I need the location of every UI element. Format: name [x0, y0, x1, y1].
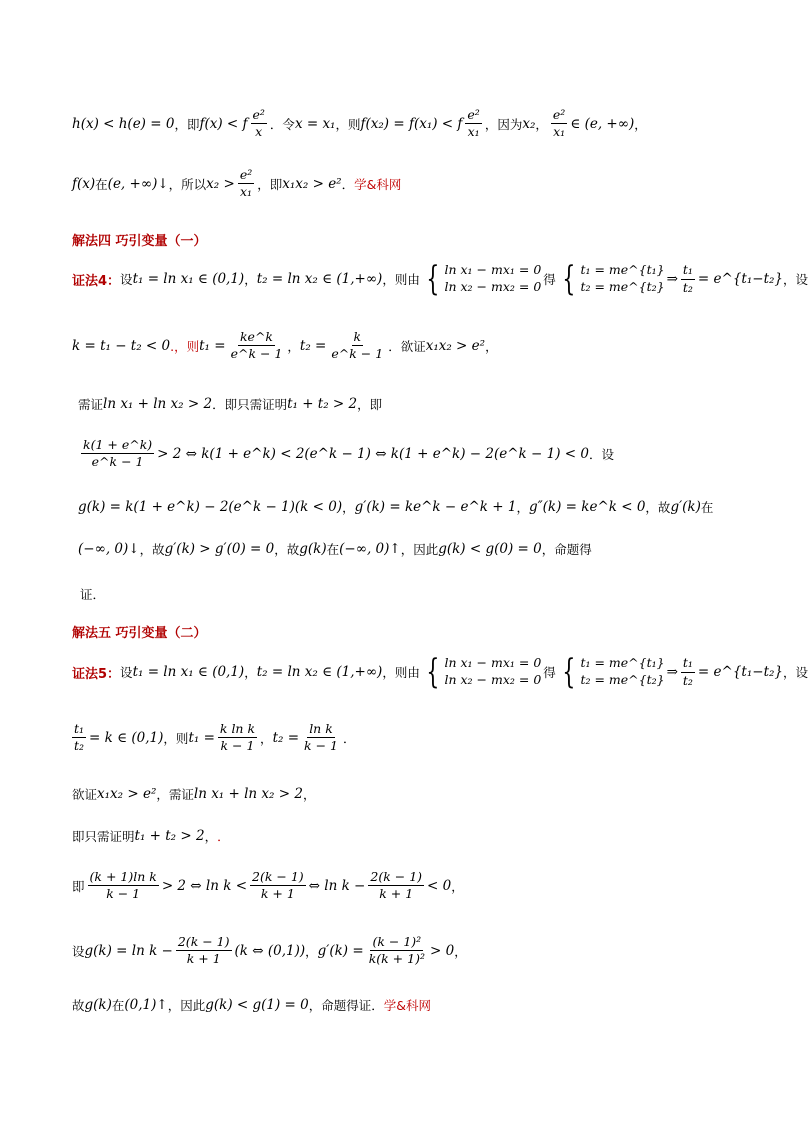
fraction — [681, 263, 695, 295]
math-expr: g″(k) = ke^k < 0 — [528, 499, 646, 515]
equation-system — [558, 652, 665, 692]
math-expr: g(k) — [84, 997, 112, 1013]
math-expr: ln x₁ + ln x₂ > 2 — [103, 396, 213, 412]
line-2 — [72, 168, 754, 200]
text: ，故 — [139, 542, 165, 557]
watermark-text: 学&科网 — [354, 176, 402, 192]
math-expr: x₁x₂ > e² — [97, 786, 157, 802]
fraction-num: e² — [465, 108, 481, 124]
text: ．即只需证明 — [212, 397, 288, 412]
text: 即 — [72, 878, 85, 894]
math-expr: (−∞, 0)↑ — [339, 541, 401, 557]
text: ，需证 — [156, 787, 194, 802]
equation-system — [422, 259, 542, 299]
text: ．欲证 — [388, 338, 426, 354]
proof-4-line-3 — [78, 395, 754, 413]
math-expr: = k ∈ (0,1) — [89, 729, 164, 746]
fraction — [367, 935, 427, 967]
system-row: ln x₂ − mx₂ = 0 — [444, 672, 542, 687]
text: ．设 — [588, 446, 614, 462]
math-expr: g′(k) — [670, 499, 701, 515]
math-expr: > 2 ⇔ ln k < — [161, 877, 248, 894]
math-expr: > 0 — [429, 942, 455, 959]
text: ． — [341, 176, 355, 192]
proof-4-line-1 — [72, 259, 808, 299]
math-expr: t₂ = ln x₂ ∈ (1,+∞) — [256, 664, 383, 680]
fraction-num: t₁ — [72, 722, 86, 738]
fraction-den: e^k − 1 — [91, 454, 144, 470]
proof-5-line-2 — [72, 722, 754, 754]
text: ， — [634, 116, 647, 132]
fraction — [218, 722, 257, 754]
math-expr: g(k) < g(1) = 0 — [205, 997, 309, 1013]
text: 欲证 — [72, 787, 98, 802]
fraction-den: x₁ — [467, 124, 480, 140]
fraction-num: e² — [238, 168, 254, 184]
proof-4-line-4 — [78, 438, 754, 470]
proof-5-line-6 — [72, 935, 754, 967]
fraction-num: 2(k − 1) — [176, 935, 232, 951]
fraction-num: k — [352, 330, 364, 346]
math-expr: (−∞, 0)↓ — [78, 541, 140, 557]
math-expr: k = t₁ − t₂ < 0 — [72, 337, 171, 354]
text: ，所以 — [168, 176, 207, 192]
fraction-num: t₁ — [681, 656, 695, 672]
text: .，则 — [170, 338, 200, 354]
fraction-den: x₁ — [553, 124, 566, 140]
proof-5-line-5 — [72, 870, 754, 902]
fraction — [72, 722, 86, 754]
fraction — [176, 935, 232, 967]
math-expr: t₁ = ln x₁ ∈ (0,1) — [132, 271, 245, 287]
system-row: ln x₂ − mx₂ = 0 — [444, 279, 542, 294]
text: ，则 — [163, 730, 189, 746]
heading-text: 解法五 巧引变量（二） — [72, 626, 207, 641]
system-row: ln x₁ − mx₁ = 0 — [444, 655, 542, 671]
fraction — [88, 870, 159, 902]
math-expr: g(k) < g(0) = 0 — [438, 541, 542, 557]
text: ． — [217, 829, 230, 844]
fraction-den: k − 1 — [304, 738, 338, 754]
proof-5-line-4 — [72, 827, 754, 845]
text: ， — [204, 829, 218, 844]
text: ，即 — [357, 397, 383, 412]
math-expr: t₁ = — [188, 729, 215, 746]
equation-system — [422, 652, 542, 692]
proof-5-line-3 — [72, 785, 754, 803]
proof-label: 证法5： — [72, 666, 121, 682]
fraction — [551, 108, 567, 140]
math-expr: h(x) < h(e) = 0 — [72, 115, 175, 132]
fraction-den: e^k − 1 — [230, 346, 283, 362]
text: 得 — [543, 272, 556, 287]
fraction-num: k(1 + e^k) — [81, 438, 154, 454]
text: 在 — [326, 542, 340, 557]
system-row: t₂ = me^{t₂} — [580, 672, 665, 687]
fraction-num: (k + 1)ln k — [88, 870, 159, 886]
brace: { — [562, 259, 576, 299]
math-expr: x = x₁ — [294, 115, 336, 132]
fraction — [238, 168, 254, 200]
text: ，命题得证． — [308, 998, 384, 1013]
brace: { — [562, 652, 576, 692]
math-expr: ⇔ ln k − — [308, 877, 366, 894]
fraction-den: e^k − 1 — [331, 346, 384, 362]
text: ，即 — [257, 176, 283, 192]
system-row: t₁ = me^{t₁} — [580, 655, 665, 671]
line-1 — [72, 108, 754, 140]
math-expr: f(x₂) = f(x₁) < f — [360, 115, 463, 132]
math-expr: < 0 — [427, 877, 452, 894]
math-expr: g′(k) = ke^k − e^k + 1 — [354, 499, 517, 515]
fraction-den: t₂ — [682, 672, 693, 688]
system-row: t₂ = me^{t₂} — [580, 279, 665, 294]
math-expr: ln x₁ + ln x₂ > 2 — [193, 786, 303, 802]
fraction — [681, 656, 695, 688]
fraction — [302, 722, 340, 754]
proof-label: 证法4： — [72, 273, 121, 289]
proof-5-line-7 — [72, 996, 754, 1014]
fraction-den: k + 1 — [186, 951, 221, 967]
text: ， — [244, 272, 257, 287]
text: ，因此 — [167, 998, 206, 1013]
fraction — [329, 330, 385, 362]
math-expr: x₂ — [522, 115, 536, 132]
system-row: t₁ = me^{t₁} — [580, 262, 665, 278]
math-expr: t₂ = — [272, 729, 300, 746]
fraction — [250, 870, 306, 902]
text: ．令 — [269, 116, 295, 132]
text: ，设 — [783, 272, 808, 287]
text: ，设 — [783, 665, 808, 680]
proof-4-line-6 — [78, 540, 754, 558]
text: ，即 — [174, 116, 200, 132]
text: ， — [260, 730, 273, 746]
equation-system — [558, 259, 665, 299]
math-expr: x₁x₂ > e² — [282, 175, 342, 192]
math-expr: f(x) < f — [199, 115, 248, 132]
text: 故 — [72, 998, 85, 1013]
text: ， — [516, 500, 529, 515]
text: 设 — [120, 272, 133, 287]
text: ， — [244, 665, 257, 680]
brace: { — [426, 652, 440, 692]
text: ． — [342, 730, 356, 746]
math-expr: x₂ > — [206, 175, 235, 192]
math-expr: ⇒ — [666, 664, 678, 680]
math-expr: g′(k) > g′(0) = 0 — [164, 541, 275, 557]
fraction-num: 2(k − 1) — [250, 870, 306, 886]
fraction-num: k ln k — [218, 722, 257, 738]
fraction — [229, 330, 285, 362]
math-expr: g(k) — [299, 541, 327, 557]
math-expr: ∈ (e, +∞) — [570, 115, 635, 132]
math-expr: t₁ = ln x₁ ∈ (0,1) — [132, 664, 245, 680]
fraction — [251, 108, 267, 140]
fraction-den: x — [255, 124, 263, 140]
text: ，命题得 — [541, 542, 592, 557]
text: ， — [454, 943, 467, 959]
proof-4-line-5 — [78, 498, 754, 516]
fraction-num: 2(k − 1) — [368, 870, 424, 886]
fraction-den: k + 1 — [379, 886, 414, 902]
proof-5-line-1 — [72, 652, 808, 692]
math-expr: ⇒ — [666, 271, 678, 287]
math-expr: t₂ = ln x₂ ∈ (1,+∞) — [256, 271, 383, 287]
fraction — [465, 108, 481, 140]
fraction-num: (k − 1)² — [370, 935, 423, 951]
fraction-den: x₁ — [239, 184, 253, 200]
brace: { — [426, 259, 440, 299]
math-expr: t₁ + t₂ > 2 — [134, 828, 205, 844]
text: ， — [302, 787, 316, 802]
text: ，因为 — [484, 116, 523, 132]
text: ，则由 — [382, 665, 420, 680]
fraction-den: k(k + 1)² — [368, 951, 425, 967]
math-expr: = e^{t₁−t₂} — [697, 271, 783, 287]
text: ， — [535, 116, 548, 132]
text: 需证 — [78, 397, 104, 412]
text: ，因此 — [400, 542, 439, 557]
proof-4-line-2 — [72, 330, 754, 362]
math-expr: (e, +∞)↓ — [107, 175, 169, 192]
text: 证． — [80, 587, 106, 602]
text: ，则 — [335, 116, 361, 132]
text: ，故 — [274, 542, 300, 557]
math-expr: > 2 ⇔ k(1 + e^k) < 2(e^k − 1) ⇔ k(1 + e^k) − 2(e^k − 1) < 0 — [157, 445, 589, 462]
math-expr: t₁ = — [199, 337, 226, 354]
fraction-den: k − 1 — [106, 886, 141, 902]
text: 设 — [72, 943, 85, 959]
fraction — [81, 438, 154, 470]
text: 在 — [700, 500, 714, 515]
text: 得 — [543, 665, 556, 680]
math-expr: (k ⇔ (0,1)) — [234, 942, 306, 959]
fraction-num: ln k — [307, 722, 335, 738]
math-expr: f(x) — [72, 175, 96, 192]
fraction-num: ke^k — [238, 330, 275, 346]
math-expr: (0,1)↑ — [124, 997, 168, 1013]
text: ， — [305, 943, 318, 959]
proof-4-line-7 — [80, 585, 754, 603]
text: 在 — [95, 176, 108, 192]
text: 在 — [111, 998, 125, 1013]
fraction-den: k + 1 — [260, 886, 295, 902]
heading-text: 解法四 巧引变量（一） — [72, 234, 207, 249]
math-expr: g(k) = k(1 + e^k) − 2(e^k − 1)(k < 0) — [78, 499, 343, 515]
watermark-text: 学&科网 — [383, 998, 431, 1013]
section-heading-5 — [72, 622, 754, 641]
text: 设 — [120, 665, 133, 680]
text: ， — [485, 338, 498, 354]
fraction-den: t₂ — [74, 738, 85, 754]
section-heading-4 — [72, 230, 754, 249]
math-expr: = e^{t₁−t₂} — [697, 664, 783, 680]
text: ， — [342, 500, 355, 515]
text: 即只需证明 — [72, 829, 135, 844]
system-row: ln x₁ − mx₁ = 0 — [444, 262, 542, 278]
math-expr: t₁ + t₂ > 2 — [287, 396, 358, 412]
math-expr: x₁x₂ > e² — [425, 337, 486, 354]
text: ，则由 — [382, 272, 420, 287]
fraction-num: e² — [551, 108, 567, 124]
fraction-num: e² — [251, 108, 267, 124]
fraction — [368, 870, 424, 902]
math-expr: g′(k) = — [317, 942, 364, 959]
text: ， — [287, 338, 300, 354]
text: ， — [451, 878, 464, 894]
text: ，故 — [645, 500, 671, 515]
fraction-num: t₁ — [681, 263, 695, 279]
fraction-den: t₂ — [682, 279, 693, 295]
fraction-den: k − 1 — [220, 738, 255, 754]
math-expr: g(k) = ln k − — [84, 942, 173, 959]
math-expr: t₂ = — [299, 337, 327, 354]
